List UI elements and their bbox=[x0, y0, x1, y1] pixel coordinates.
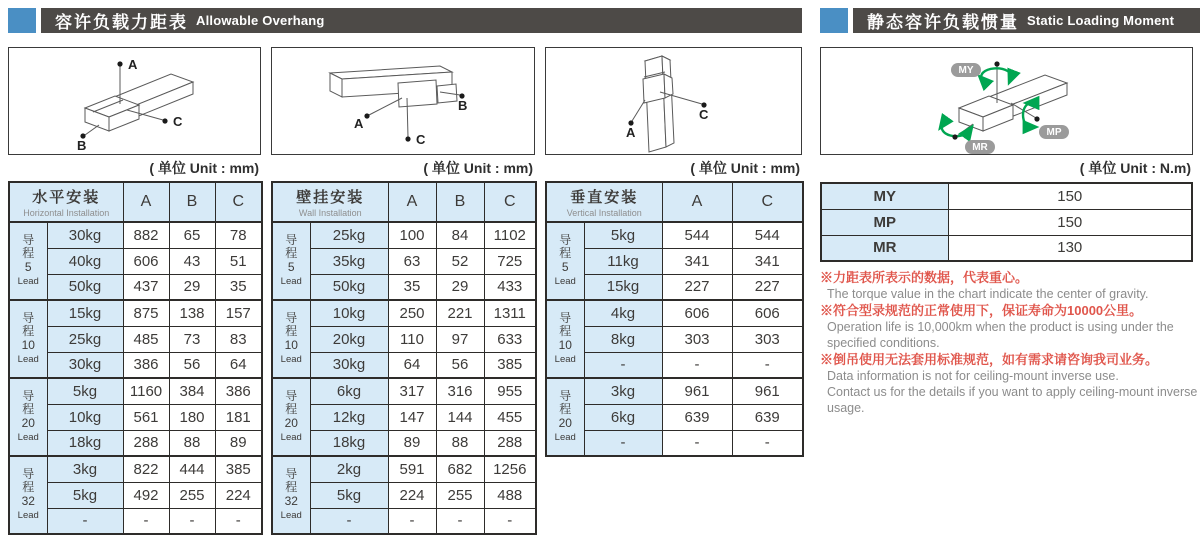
label-b: B bbox=[77, 138, 87, 153]
value-cell: 882 bbox=[123, 222, 169, 248]
moment-diagram-panel bbox=[820, 47, 1193, 155]
value-cell: 341 bbox=[662, 248, 732, 274]
moment-header-bar bbox=[853, 8, 1200, 33]
value-cell: 84 bbox=[436, 222, 484, 248]
table-row bbox=[9, 456, 262, 482]
column-header: C bbox=[484, 182, 536, 222]
table-row bbox=[546, 352, 803, 378]
value-cell: 29 bbox=[169, 274, 215, 300]
table-row bbox=[272, 404, 536, 430]
value-cell: 1160 bbox=[123, 378, 169, 404]
value-cell: 591 bbox=[388, 456, 436, 482]
overhang-header bbox=[8, 8, 802, 33]
value-cell: 35 bbox=[388, 274, 436, 300]
value-cell: 88 bbox=[436, 430, 484, 456]
column-header: C bbox=[732, 182, 803, 222]
moment-value-cell: 130 bbox=[948, 235, 1192, 261]
table-row bbox=[272, 352, 536, 378]
value-cell: 633 bbox=[484, 326, 536, 352]
load-cell: 15kg bbox=[47, 300, 123, 326]
table-header-row bbox=[546, 182, 803, 222]
value-cell: 1102 bbox=[484, 222, 536, 248]
moment-value-cell: 150 bbox=[948, 183, 1192, 209]
table-row bbox=[9, 352, 262, 378]
value-cell: 606 bbox=[662, 300, 732, 326]
horizontal-installation-diagram bbox=[9, 48, 260, 154]
value-cell: 35 bbox=[215, 274, 262, 300]
load-cell: 50kg bbox=[310, 274, 388, 300]
table-row bbox=[546, 378, 803, 404]
value-cell: 317 bbox=[388, 378, 436, 404]
load-cell: 3kg bbox=[584, 378, 662, 404]
label-a: A bbox=[354, 116, 364, 131]
table-row bbox=[272, 378, 536, 404]
value-cell: 138 bbox=[169, 300, 215, 326]
vertical-installation-diagram bbox=[546, 48, 801, 154]
table-row bbox=[9, 248, 262, 274]
value-cell: 492 bbox=[123, 482, 169, 508]
load-cell: 11kg bbox=[584, 248, 662, 274]
value-cell: 303 bbox=[732, 326, 803, 352]
table-row bbox=[821, 183, 1192, 209]
lead-cell: 导 程 20 Lead bbox=[9, 378, 47, 456]
table-row bbox=[9, 326, 262, 352]
table-row bbox=[9, 378, 262, 404]
value-cell: 386 bbox=[123, 352, 169, 378]
load-cell: - bbox=[584, 352, 662, 378]
value-cell: 822 bbox=[123, 456, 169, 482]
value-cell: 544 bbox=[662, 222, 732, 248]
column-header: B bbox=[436, 182, 484, 222]
moment-value-cell: 150 bbox=[948, 209, 1192, 235]
table-row bbox=[9, 430, 262, 456]
value-cell: 65 bbox=[169, 222, 215, 248]
load-cell: 20kg bbox=[310, 326, 388, 352]
table-row bbox=[9, 300, 262, 326]
value-cell: 384 bbox=[169, 378, 215, 404]
value-cell: 250 bbox=[388, 300, 436, 326]
value-cell: 221 bbox=[436, 300, 484, 326]
moment-header bbox=[820, 8, 1200, 33]
mr-axis-dot bbox=[952, 134, 957, 139]
unit-caption-nm: ( 单位 Unit : N.m) bbox=[1079, 160, 1191, 176]
value-cell: 955 bbox=[484, 378, 536, 404]
value-cell: 606 bbox=[123, 248, 169, 274]
moment-label-cell: MP bbox=[821, 209, 948, 235]
label-a: A bbox=[128, 57, 138, 72]
value-cell: - bbox=[662, 430, 732, 456]
value-cell: 488 bbox=[484, 482, 536, 508]
lead-cell: 导 程 5 Lead bbox=[9, 222, 47, 300]
value-cell: - bbox=[484, 508, 536, 534]
moment-diagram bbox=[821, 48, 1192, 154]
value-cell: 29 bbox=[436, 274, 484, 300]
note-line-en: Data information is not for ceiling-mount inverse use. bbox=[827, 369, 1119, 383]
value-cell: 444 bbox=[169, 456, 215, 482]
my-badge-label: MY bbox=[958, 65, 974, 76]
value-cell: 316 bbox=[436, 378, 484, 404]
table-row bbox=[272, 248, 536, 274]
value-cell: 224 bbox=[215, 482, 262, 508]
load-cell: 25kg bbox=[310, 222, 388, 248]
value-cell: - bbox=[662, 352, 732, 378]
load-cell: 4kg bbox=[584, 300, 662, 326]
mp-axis-dot bbox=[1034, 116, 1039, 121]
value-cell: 961 bbox=[732, 378, 803, 404]
value-cell: 606 bbox=[732, 300, 803, 326]
vertical-column bbox=[545, 47, 802, 535]
horizontal-installation-table bbox=[8, 181, 263, 535]
table-row bbox=[546, 222, 803, 248]
load-cell: 10kg bbox=[47, 404, 123, 430]
static-moment-table bbox=[820, 182, 1193, 262]
value-cell: 147 bbox=[388, 404, 436, 430]
value-cell: 682 bbox=[436, 456, 484, 482]
load-cell: 5kg bbox=[310, 482, 388, 508]
value-cell: 385 bbox=[215, 456, 262, 482]
horizontal-diagram-panel bbox=[8, 47, 261, 155]
table-title-cell bbox=[9, 182, 123, 222]
label-a: A bbox=[626, 125, 636, 140]
overhang-header-bar bbox=[41, 8, 802, 33]
load-cell: 30kg bbox=[47, 352, 123, 378]
value-cell: 89 bbox=[215, 430, 262, 456]
table-header-row bbox=[9, 182, 262, 222]
table-title-en: Horizontal Installation bbox=[23, 208, 110, 218]
table-title-zh: 垂直安装 bbox=[570, 189, 639, 206]
value-cell: - bbox=[215, 508, 262, 534]
table-row bbox=[546, 430, 803, 456]
load-cell: 15kg bbox=[584, 274, 662, 300]
value-cell: 144 bbox=[436, 404, 484, 430]
value-cell: 64 bbox=[215, 352, 262, 378]
load-cell: 18kg bbox=[47, 430, 123, 456]
load-cell: - bbox=[584, 430, 662, 456]
value-cell: 88 bbox=[169, 430, 215, 456]
table-title-cell bbox=[272, 182, 388, 222]
lead-cell: 导 程 10 Lead bbox=[272, 300, 310, 378]
overhang-section bbox=[8, 8, 802, 535]
value-cell: 52 bbox=[436, 248, 484, 274]
label-c: C bbox=[699, 107, 709, 122]
value-cell: 1256 bbox=[484, 456, 536, 482]
vertical-installation-table bbox=[545, 181, 804, 457]
value-cell: 56 bbox=[169, 352, 215, 378]
lead-cell: 导 程 20 Lead bbox=[546, 378, 584, 456]
table-row bbox=[9, 222, 262, 248]
value-cell: 89 bbox=[388, 430, 436, 456]
value-cell: - bbox=[169, 508, 215, 534]
value-cell: 100 bbox=[388, 222, 436, 248]
value-cell: 64 bbox=[388, 352, 436, 378]
load-cell: 40kg bbox=[47, 248, 123, 274]
note-line-en: The torque value in the chart indicate the center of gravity. bbox=[827, 287, 1149, 301]
load-cell: 5kg bbox=[584, 222, 662, 248]
value-cell: 303 bbox=[662, 326, 732, 352]
lead-cell: 导 程 10 Lead bbox=[9, 300, 47, 378]
value-cell: 1311 bbox=[484, 300, 536, 326]
note-line-zh: ※符合型录规范的正常使用下，保证寿命为10000公里。 bbox=[820, 303, 1143, 318]
load-cell: 25kg bbox=[47, 326, 123, 352]
overhang-title-en: Allowable Overhang bbox=[196, 13, 325, 28]
table-row bbox=[272, 222, 536, 248]
mr-badge-label: MR bbox=[972, 142, 988, 153]
value-cell: 639 bbox=[732, 404, 803, 430]
load-cell: 8kg bbox=[584, 326, 662, 352]
table-row bbox=[9, 404, 262, 430]
moment-title-zh: 静态容许负载惯量 bbox=[867, 13, 1019, 32]
value-cell: 227 bbox=[662, 274, 732, 300]
overhang-title-zh: 容许负载力距表 bbox=[55, 13, 188, 32]
table-row bbox=[546, 248, 803, 274]
load-cell: 6kg bbox=[310, 378, 388, 404]
label-c: C bbox=[416, 132, 426, 147]
value-cell: 386 bbox=[215, 378, 262, 404]
lead-cell: 导 程 5 Lead bbox=[272, 222, 310, 300]
value-cell: 961 bbox=[662, 378, 732, 404]
value-cell: - bbox=[123, 508, 169, 534]
wall-column bbox=[271, 47, 535, 535]
my-axis-dot bbox=[994, 61, 999, 66]
unit-caption-mm: ( 单位 Unit : mm) bbox=[690, 160, 800, 176]
column-header: A bbox=[123, 182, 169, 222]
value-cell: 73 bbox=[169, 326, 215, 352]
wall-installation-diagram bbox=[272, 48, 534, 154]
load-cell: 5kg bbox=[47, 378, 123, 404]
value-cell: 56 bbox=[436, 352, 484, 378]
table-row bbox=[272, 482, 536, 508]
load-cell: 12kg bbox=[310, 404, 388, 430]
value-cell: 725 bbox=[484, 248, 536, 274]
value-cell: 437 bbox=[123, 274, 169, 300]
note-line-zh: ※倒吊使用无法套用标准规范，如有需求请咨询我司业务。 bbox=[820, 352, 1159, 367]
value-cell: 485 bbox=[123, 326, 169, 352]
label-c: C bbox=[173, 114, 183, 129]
table-row bbox=[272, 430, 536, 456]
moment-label-cell: MY bbox=[821, 183, 948, 209]
table-title-cell bbox=[546, 182, 662, 222]
value-cell: - bbox=[732, 430, 803, 456]
value-cell: 385 bbox=[484, 352, 536, 378]
header-accent-square bbox=[820, 8, 848, 33]
lead-cell: 导 程 5 Lead bbox=[546, 222, 584, 300]
value-cell: 639 bbox=[662, 404, 732, 430]
table-title-zh: 水平安装 bbox=[32, 189, 101, 206]
wall-installation-table bbox=[271, 181, 537, 535]
table-title-zh: 壁挂安装 bbox=[296, 189, 365, 206]
value-cell: 255 bbox=[436, 482, 484, 508]
table-row bbox=[9, 482, 262, 508]
table-row bbox=[821, 235, 1192, 261]
load-cell: 50kg bbox=[47, 274, 123, 300]
load-cell: 30kg bbox=[310, 352, 388, 378]
table-row bbox=[546, 326, 803, 352]
note-line-en: Operation life is 10,000km when the product is using under the specified conditions. bbox=[827, 320, 1174, 350]
table-title-en: Vertical Installation bbox=[566, 208, 642, 218]
table-row bbox=[546, 404, 803, 430]
value-cell: 544 bbox=[732, 222, 803, 248]
table-row bbox=[9, 274, 262, 300]
notes bbox=[820, 269, 1198, 416]
value-cell: - bbox=[732, 352, 803, 378]
header-accent-square bbox=[8, 8, 36, 33]
value-cell: - bbox=[436, 508, 484, 534]
load-cell: 5kg bbox=[47, 482, 123, 508]
lead-cell: 导 程 32 Lead bbox=[272, 456, 310, 534]
value-cell: 157 bbox=[215, 300, 262, 326]
lead-cell: 导 程 32 Lead bbox=[9, 456, 47, 534]
value-cell: 875 bbox=[123, 300, 169, 326]
column-header: A bbox=[388, 182, 436, 222]
load-cell: - bbox=[310, 508, 388, 534]
moment-title-en: Static Loading Moment bbox=[1027, 13, 1175, 28]
table-row bbox=[546, 300, 803, 326]
value-cell: 561 bbox=[123, 404, 169, 430]
value-cell: 341 bbox=[732, 248, 803, 274]
table-row bbox=[546, 274, 803, 300]
column-header: B bbox=[169, 182, 215, 222]
value-cell: 43 bbox=[169, 248, 215, 274]
unit-caption-mm: ( 单位 Unit : mm) bbox=[149, 160, 259, 176]
table-row bbox=[272, 508, 536, 534]
load-cell: 30kg bbox=[47, 222, 123, 248]
table-row bbox=[9, 508, 262, 534]
table-row bbox=[272, 456, 536, 482]
value-cell: 97 bbox=[436, 326, 484, 352]
table-header-row bbox=[272, 182, 536, 222]
moment-section bbox=[820, 8, 1200, 416]
mp-badge-label: MP bbox=[1046, 127, 1062, 138]
lead-cell: 导 程 20 Lead bbox=[272, 378, 310, 456]
point-a-dot bbox=[364, 113, 369, 118]
table-row bbox=[272, 326, 536, 352]
moment-label-cell: MR bbox=[821, 235, 948, 261]
value-cell: 227 bbox=[732, 274, 803, 300]
unit-caption-mm: ( 单位 Unit : mm) bbox=[423, 160, 533, 176]
horizontal-column bbox=[8, 47, 261, 535]
overhang-columns bbox=[8, 47, 802, 535]
value-cell: 83 bbox=[215, 326, 262, 352]
value-cell: 78 bbox=[215, 222, 262, 248]
wall-diagram-panel bbox=[271, 47, 535, 155]
table-title-en: Wall Installation bbox=[298, 208, 362, 218]
vertical-diagram-panel bbox=[545, 47, 802, 155]
note-line-zh: ※力距表所表示的数据，代表重心。 bbox=[820, 270, 1029, 285]
label-b: B bbox=[458, 98, 468, 113]
value-cell: 224 bbox=[388, 482, 436, 508]
table-row bbox=[821, 209, 1192, 235]
load-cell: 3kg bbox=[47, 456, 123, 482]
note-line-en: Contact us for the details if you want to apply ceiling-mount inverse usage. bbox=[827, 385, 1198, 415]
value-cell: 51 bbox=[215, 248, 262, 274]
point-a-dot bbox=[117, 61, 122, 66]
table-row bbox=[272, 274, 536, 300]
column-header: A bbox=[662, 182, 732, 222]
point-c-dot bbox=[162, 118, 167, 123]
load-cell: 35kg bbox=[310, 248, 388, 274]
load-cell: 10kg bbox=[310, 300, 388, 326]
value-cell: 455 bbox=[484, 404, 536, 430]
load-cell: 6kg bbox=[584, 404, 662, 430]
table-row bbox=[272, 300, 536, 326]
value-cell: 288 bbox=[123, 430, 169, 456]
value-cell: 181 bbox=[215, 404, 262, 430]
value-cell: - bbox=[388, 508, 436, 534]
value-cell: 255 bbox=[169, 482, 215, 508]
value-cell: 288 bbox=[484, 430, 536, 456]
value-cell: 63 bbox=[388, 248, 436, 274]
load-cell: 18kg bbox=[310, 430, 388, 456]
value-cell: 110 bbox=[388, 326, 436, 352]
value-cell: 180 bbox=[169, 404, 215, 430]
my-rotation-arrow bbox=[981, 68, 1011, 80]
column-header: C bbox=[215, 182, 262, 222]
load-cell: 2kg bbox=[310, 456, 388, 482]
load-cell: - bbox=[47, 508, 123, 534]
point-c-dot bbox=[405, 136, 410, 141]
lead-cell: 导 程 10 Lead bbox=[546, 300, 584, 378]
value-cell: 433 bbox=[484, 274, 536, 300]
